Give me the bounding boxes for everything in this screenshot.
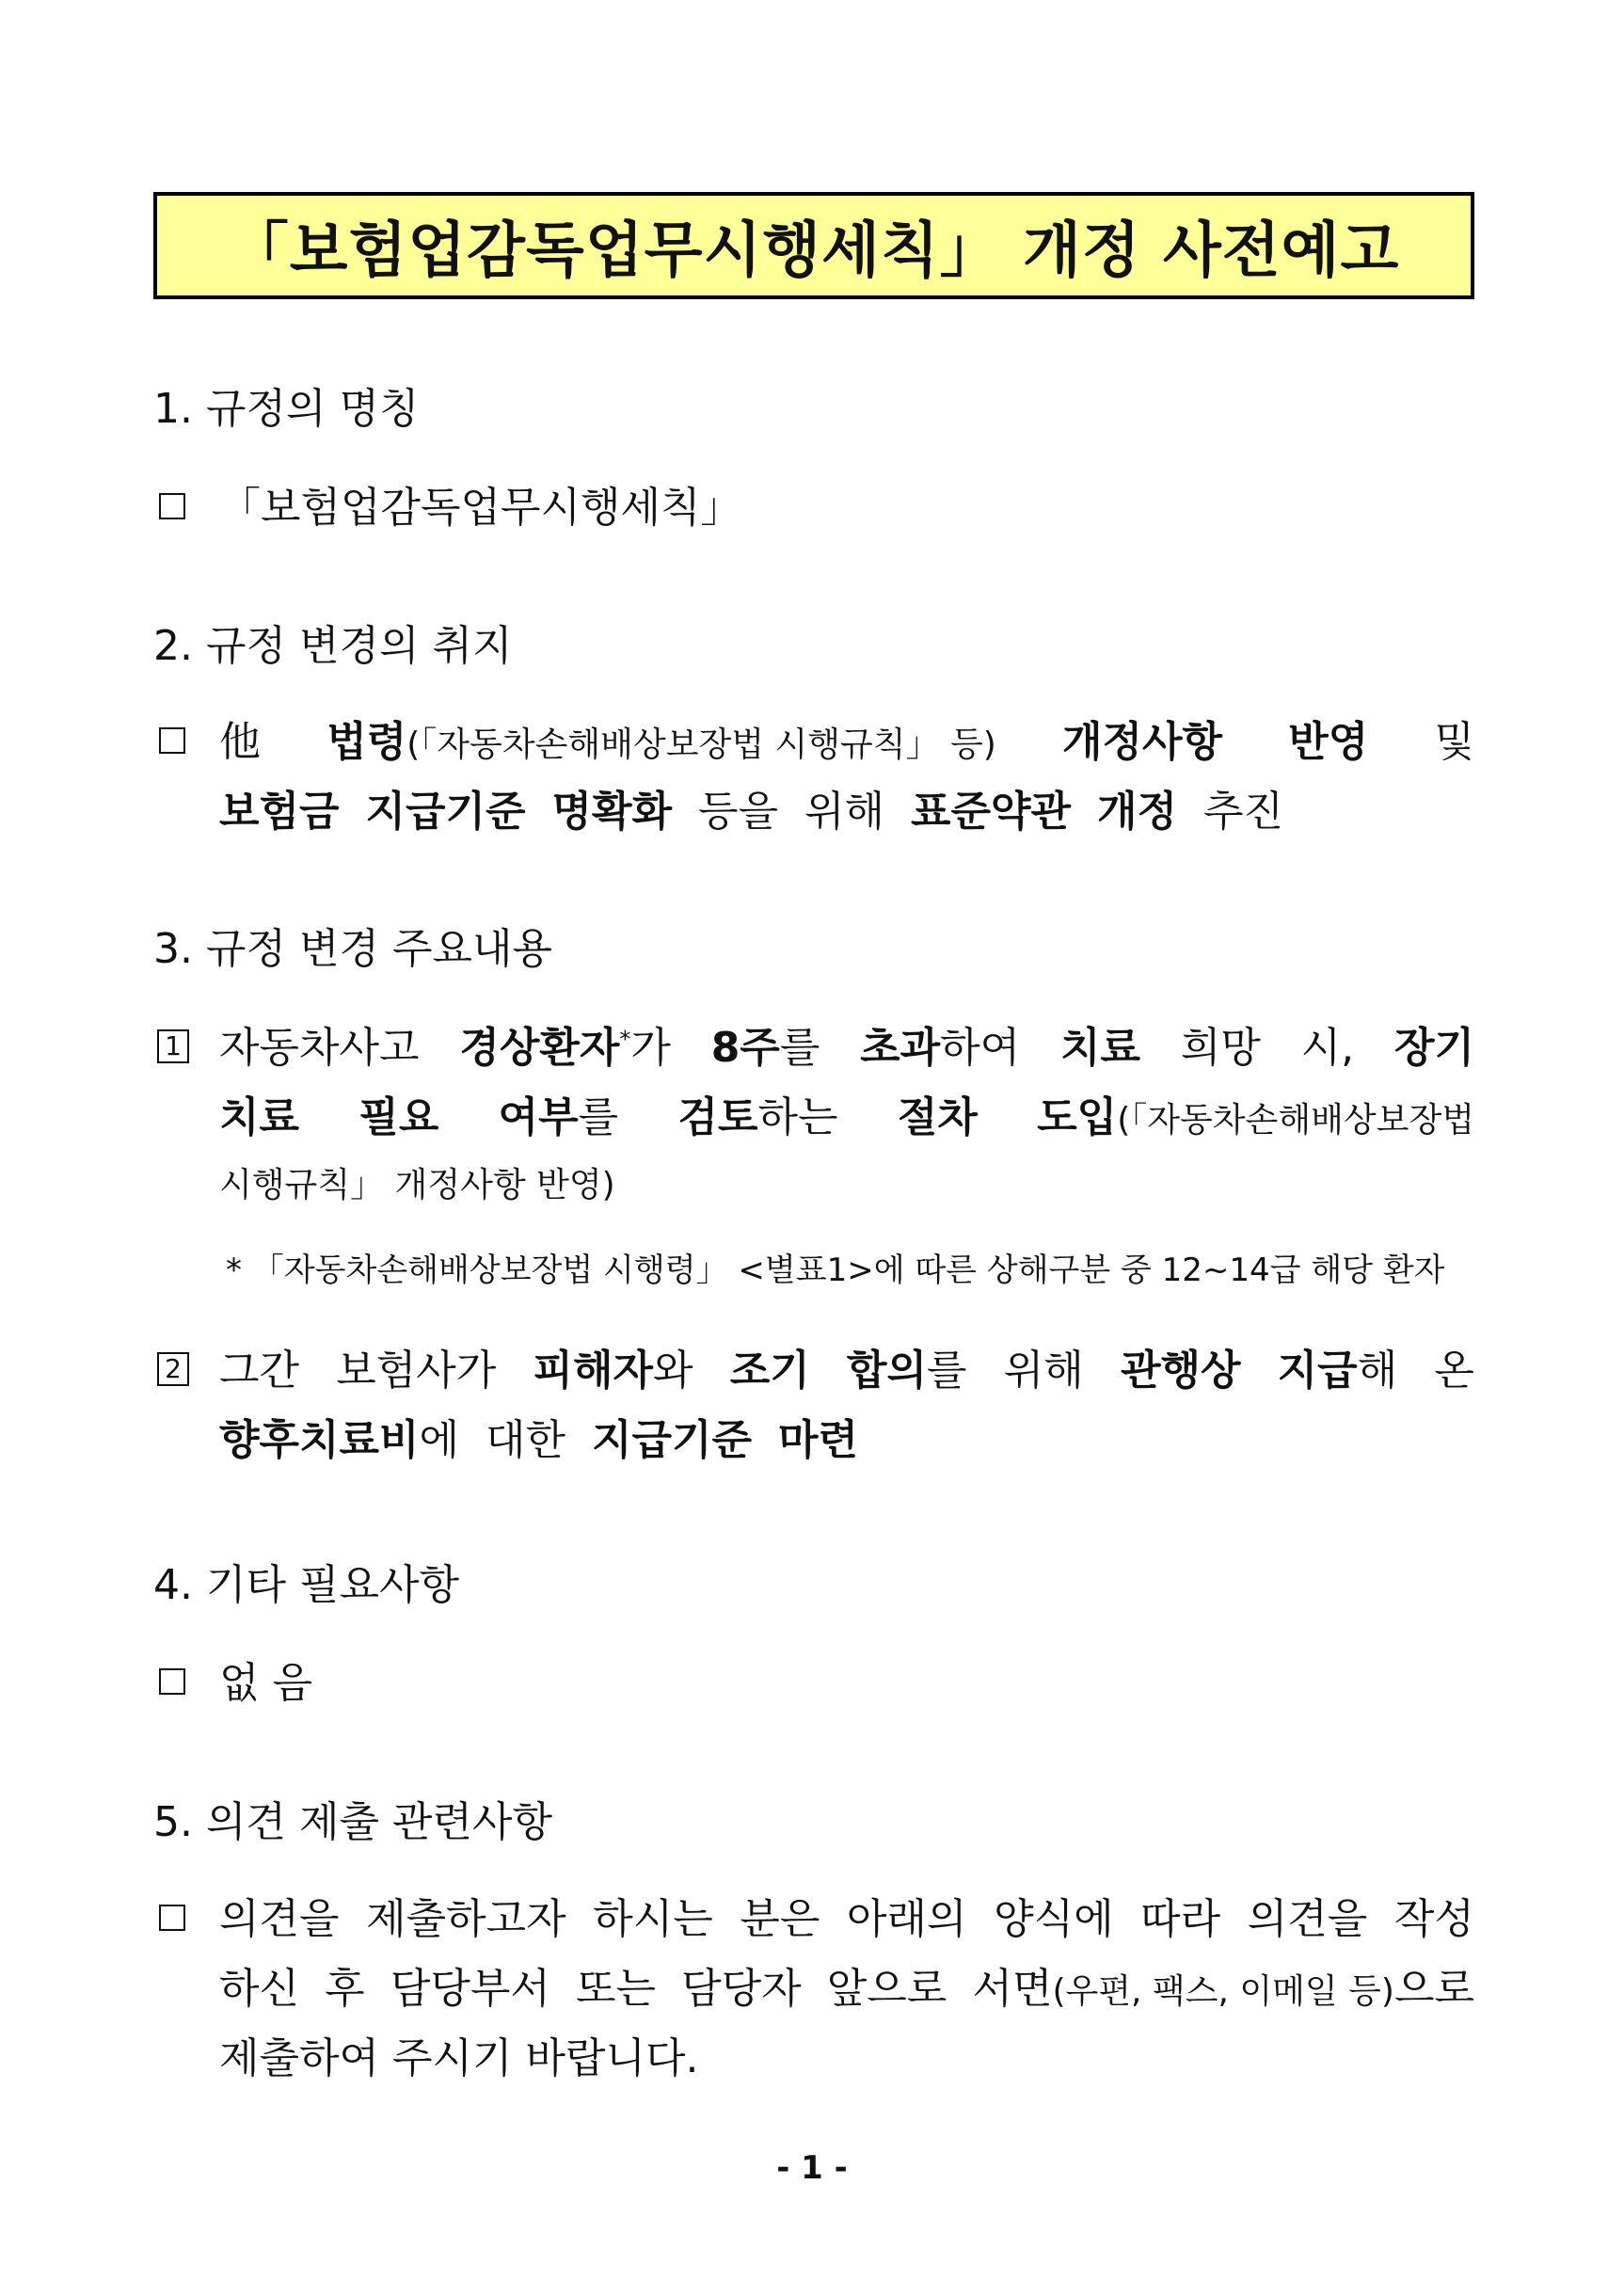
word: 하여 bbox=[940, 1024, 1021, 1072]
footnote-mark: * bbox=[619, 1026, 631, 1053]
checkbox-icon bbox=[159, 493, 185, 519]
word-small: (「자동차손해배상보장법 시행규칙」 등) bbox=[406, 725, 996, 764]
word: 추진 bbox=[1203, 788, 1284, 836]
word: 하시는 bbox=[593, 1895, 713, 1943]
word-bold: 여부 bbox=[498, 1093, 579, 1141]
word-bold: 조기 bbox=[729, 1347, 810, 1395]
word: 의견을 bbox=[1247, 1895, 1368, 1943]
word: 희망 bbox=[1180, 1024, 1261, 1072]
section-2-heading: 2. 규정 변경의 취지 bbox=[153, 622, 513, 670]
word: 자동차사고 bbox=[219, 1024, 420, 1072]
word-bold: 관행상 bbox=[1120, 1347, 1241, 1395]
word-bold: 향후치료비 bbox=[219, 1416, 420, 1464]
word-bold: 개정 bbox=[1097, 788, 1178, 836]
purpose-line-1 bbox=[219, 712, 1474, 773]
item1-line-3: 시행규칙」 개정사항 반영) bbox=[219, 1166, 615, 1204]
word-bold: 도입 bbox=[1037, 1093, 1118, 1141]
word: 보험사가 bbox=[336, 1347, 497, 1395]
item1-line-2 bbox=[219, 1088, 1474, 1148]
word-bold: 피해자 bbox=[533, 1347, 653, 1395]
word: 를 bbox=[926, 1347, 967, 1395]
word: 해 bbox=[1357, 1347, 1398, 1395]
word-bold: 필요 bbox=[358, 1093, 439, 1141]
section-3-heading: 3. 규정 변경 주요내용 bbox=[153, 925, 552, 973]
word-bold: 초과 bbox=[860, 1024, 941, 1072]
title-box bbox=[153, 192, 1474, 299]
word-bold: 장기 bbox=[1393, 1024, 1474, 1072]
document-title: 「보험업감독업무시행세칙」 개정 사전예고 bbox=[228, 216, 1400, 286]
word-bold: 경상환자 bbox=[459, 1024, 620, 1072]
word-bold: 명확화 bbox=[551, 788, 673, 836]
word-bold: 지급기준 bbox=[592, 1416, 753, 1464]
item2-line-1 bbox=[219, 1341, 1474, 1401]
word-small: (「자동차손해배상보장법 bbox=[1117, 1101, 1474, 1140]
word: 아래의 bbox=[846, 1895, 967, 1943]
word: 서면 bbox=[972, 1965, 1053, 2013]
word-small: (우편, 팩스, 이메일 등) bbox=[1052, 1972, 1394, 2011]
opinion-line-1 bbox=[219, 1889, 1474, 1950]
opinion-line-2 bbox=[219, 1959, 1474, 2019]
word: 앞으로 bbox=[826, 1965, 947, 2013]
purpose-line-2 bbox=[219, 782, 1474, 842]
word: 및 bbox=[1434, 718, 1474, 766]
word-bold: 개정사항 bbox=[1062, 718, 1223, 766]
word-bold: 치료 bbox=[219, 1093, 300, 1141]
page-number: - 1 - bbox=[776, 2149, 848, 2187]
word: 따라 bbox=[1140, 1895, 1221, 1943]
word: 에 bbox=[419, 1416, 460, 1464]
none-text: 없 음 bbox=[219, 1659, 312, 1707]
word: 온 bbox=[1434, 1347, 1474, 1395]
word-bold: 법령 bbox=[326, 718, 407, 766]
item-number-box: 1 bbox=[157, 1029, 189, 1063]
word: 대한 bbox=[486, 1416, 566, 1464]
opinion-line-3: 제출하여 주시기 바랍니다. bbox=[219, 2034, 699, 2082]
footnote: * 「자동차손해배상보장법 시행령」 <별표1>에 따른 상해구분 중 12~14급 해당 환자 bbox=[226, 1252, 1445, 1289]
section-4-heading: 4. 기타 필요사항 bbox=[153, 1561, 459, 1609]
word: 를 bbox=[578, 1093, 619, 1141]
checkbox-icon bbox=[159, 727, 185, 754]
word: 제출하고자 bbox=[366, 1895, 566, 1943]
word: 위해 bbox=[1003, 1347, 1084, 1395]
checkbox-icon bbox=[159, 1668, 185, 1695]
word-bold: 치료 bbox=[1059, 1024, 1140, 1072]
word-bold: 마련 bbox=[778, 1416, 859, 1464]
word-bold: 지급 bbox=[1277, 1347, 1358, 1395]
word-bold: 반영 bbox=[1288, 718, 1369, 766]
word: 와 bbox=[652, 1347, 693, 1395]
word: 담당부서 bbox=[390, 1965, 550, 2013]
word: 작성 bbox=[1393, 1895, 1474, 1943]
word-bold: 검토 bbox=[677, 1093, 758, 1141]
word: 양식에 bbox=[994, 1895, 1114, 1943]
regulation-name: 「보험업감독업무시행세칙」 bbox=[219, 484, 742, 532]
word: 또는 bbox=[575, 1965, 656, 2013]
word: 등을 bbox=[698, 788, 779, 836]
word: 담당자 bbox=[681, 1965, 802, 2013]
word: 시, bbox=[1300, 1024, 1355, 1072]
word: 他 bbox=[219, 718, 261, 766]
item2-line-2 bbox=[219, 1411, 1474, 1471]
word: 그간 bbox=[219, 1347, 300, 1395]
section-5-heading: 5. 의견 제출 관련사항 bbox=[153, 1798, 552, 1846]
word: 의견을 bbox=[219, 1895, 340, 1943]
word-bold: 합의 bbox=[846, 1347, 927, 1395]
word: 분은 bbox=[740, 1895, 820, 1943]
word: 가 bbox=[630, 1024, 671, 1072]
item1-line-1 bbox=[219, 1018, 1474, 1078]
word: 하는 bbox=[757, 1093, 838, 1141]
word: 하신 bbox=[219, 1965, 300, 2013]
word: 후 bbox=[325, 1965, 365, 2013]
checkbox-icon bbox=[159, 1905, 185, 1931]
word: 으로 bbox=[1393, 1965, 1474, 2013]
word-bold: 8주 bbox=[710, 1024, 780, 1072]
word-bold: 절차 bbox=[897, 1093, 978, 1141]
word: 위해 bbox=[804, 788, 885, 836]
word-bold: 보험금 bbox=[219, 788, 340, 836]
word-bold: 표준약관 bbox=[911, 788, 1072, 836]
section-1-heading: 1. 규정의 명칭 bbox=[153, 385, 420, 433]
word-bold: 지급기준 bbox=[365, 788, 526, 836]
word: 를 bbox=[779, 1024, 820, 1072]
item-number-box: 2 bbox=[157, 1352, 189, 1386]
